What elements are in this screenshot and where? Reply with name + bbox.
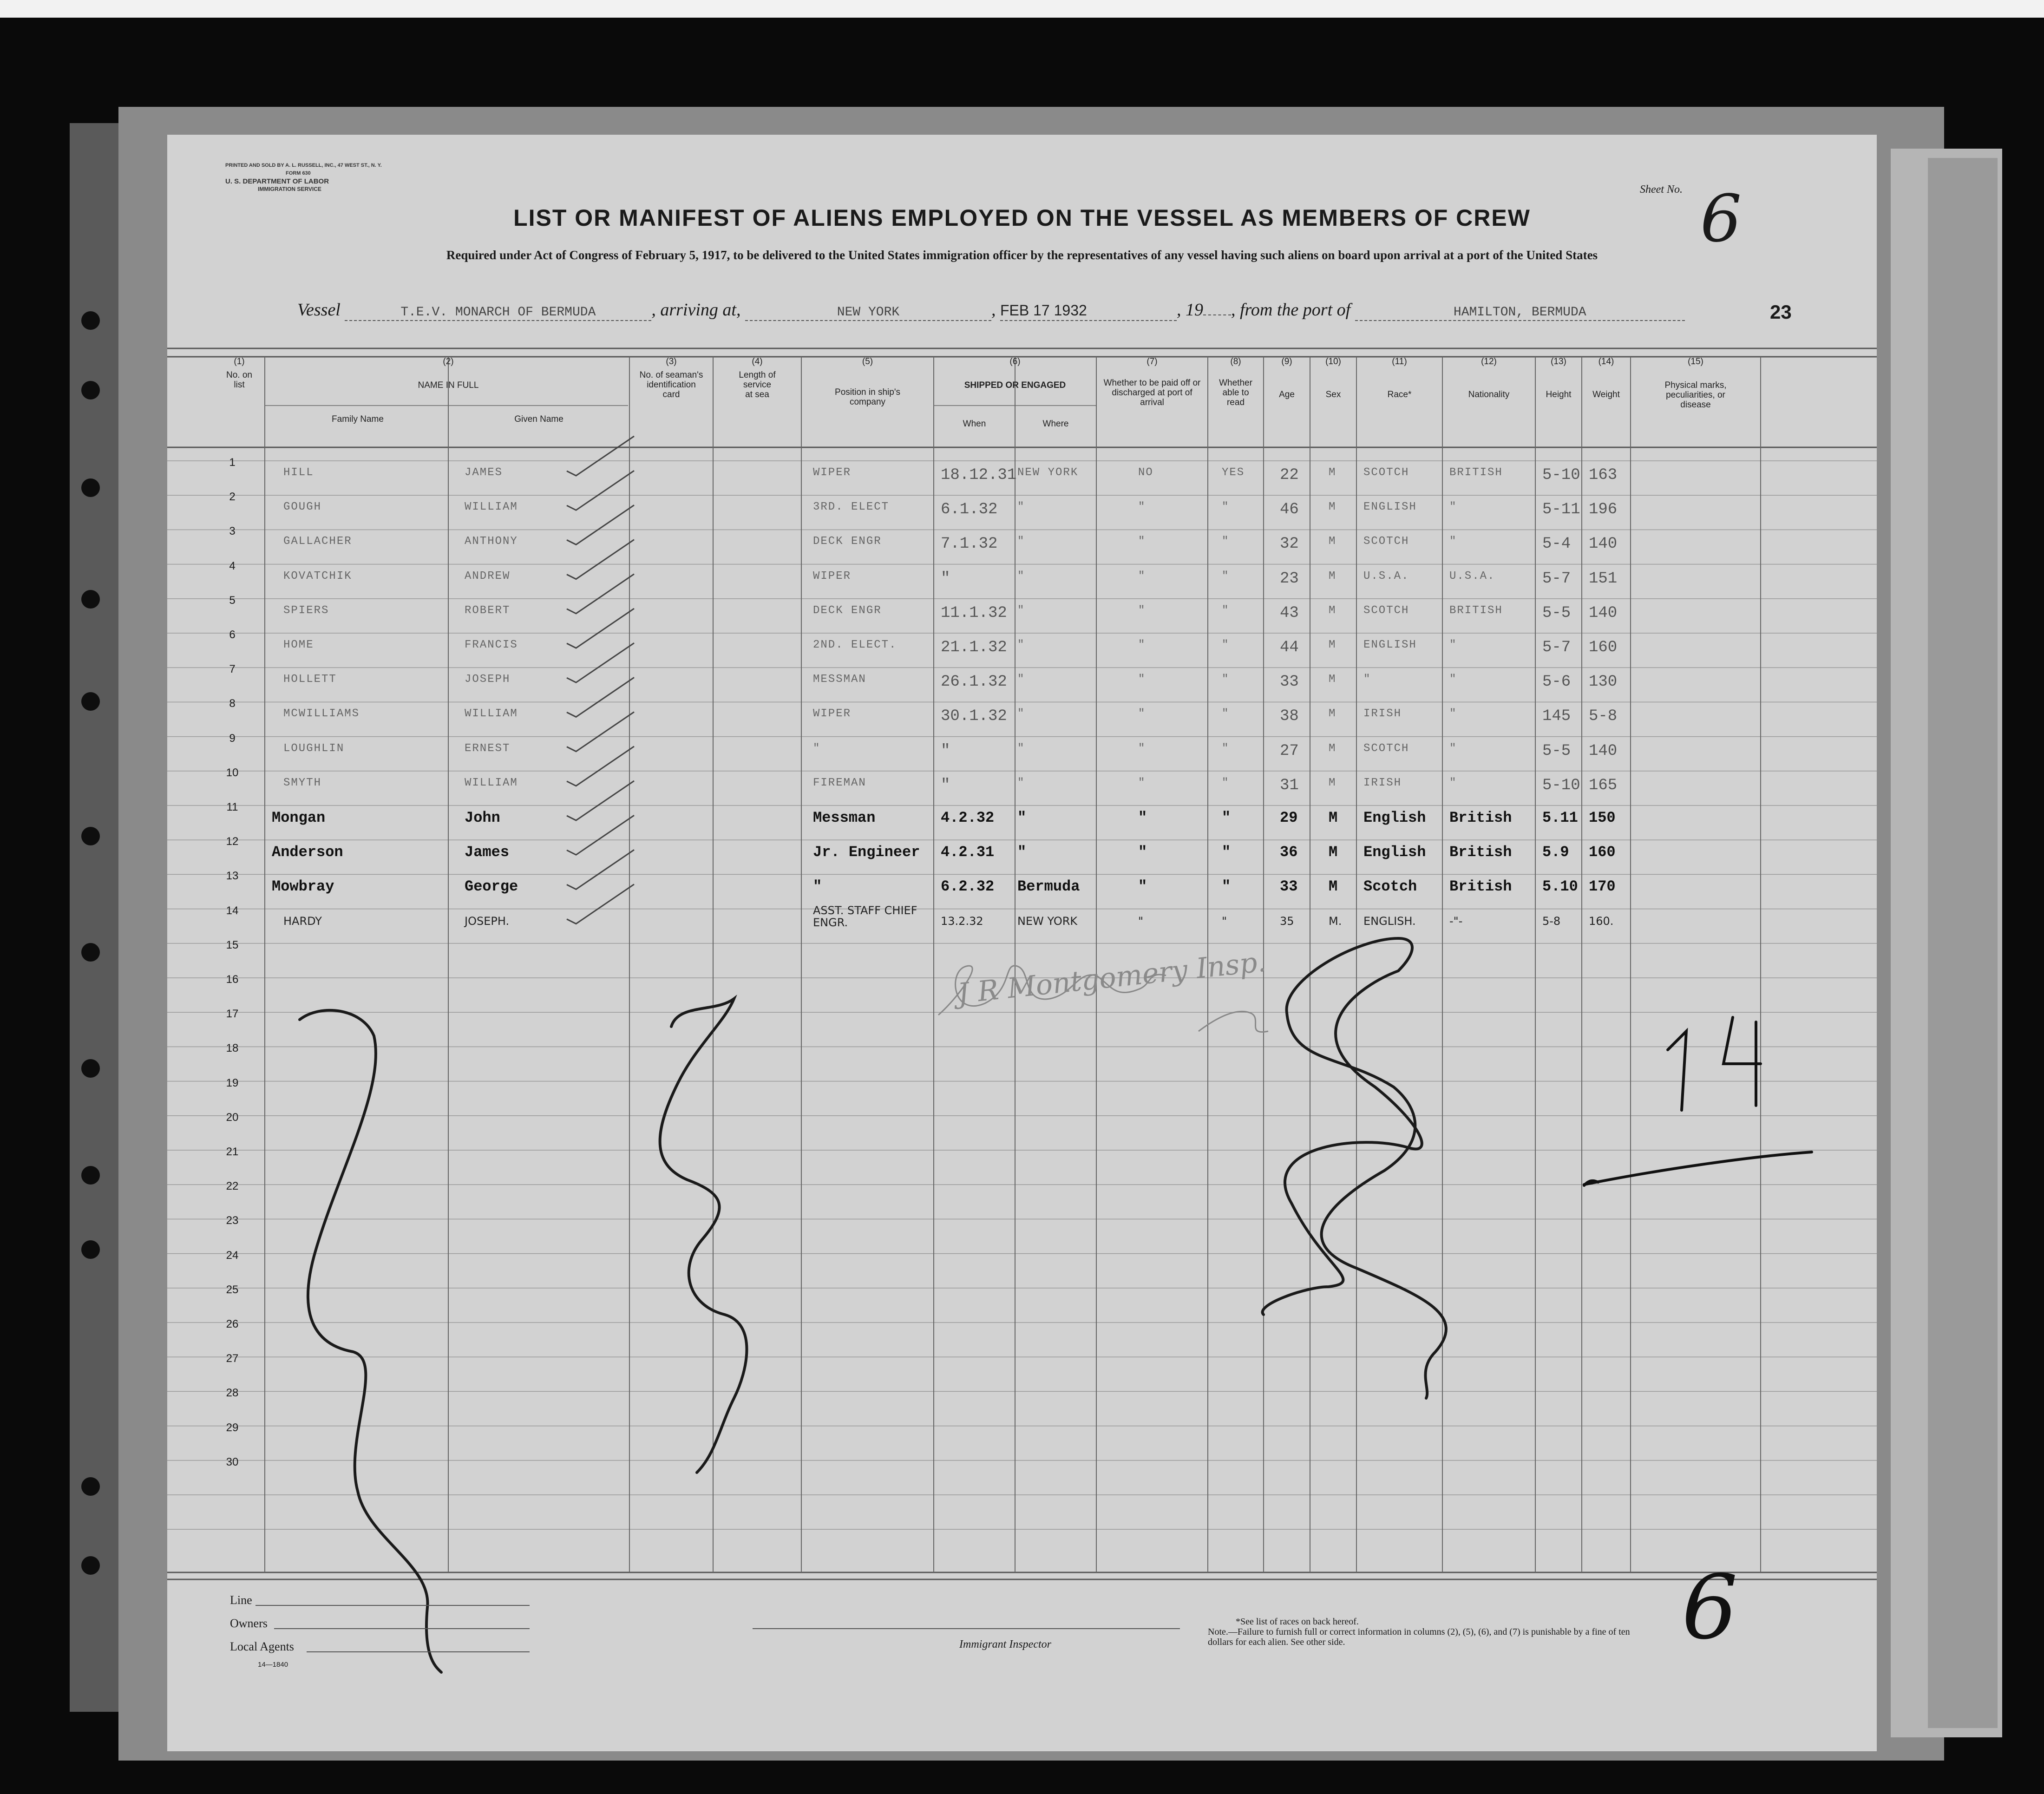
cell-position: WIPER — [813, 466, 852, 479]
row-number: 7 — [229, 663, 236, 676]
cell-paid: " — [1138, 809, 1147, 826]
cell-sex: M — [1329, 809, 1338, 826]
signature-annotation: J R Montgomery Insp. — [956, 945, 1268, 1010]
cell-position: WIPER — [813, 707, 852, 720]
col6-where-header: Where — [1042, 419, 1069, 429]
printer-imprint: PRINTED AND SOLD BY A. L. RUSSELL, INC., 47 WEST ST., N. Y. FORM 630 U. S. DEPARTMENT OF LABOR IMMIGRATION SERVICE — [225, 163, 382, 192]
cell-family: HOME — [283, 639, 314, 651]
col9-header: (9) Age — [1279, 357, 1295, 399]
row-number: 5 — [229, 594, 236, 607]
row-number: 27 — [226, 1352, 239, 1365]
binder-hole — [81, 1556, 100, 1575]
cell-height: 5-6 — [1542, 673, 1571, 691]
col7-header: (7) Whether to be paid off or discharged at port of arrival — [1103, 357, 1201, 407]
cell-family: Mowbray — [272, 878, 334, 896]
cell-weight: 160. — [1589, 914, 1614, 928]
cell-family: SPIERS — [283, 604, 329, 617]
cell-sex: M — [1329, 776, 1336, 789]
cell-race: IRISH — [1363, 707, 1402, 720]
binder-hole — [81, 943, 100, 962]
cell-race: ENGLISH — [1363, 501, 1417, 514]
row-number: 12 — [226, 835, 239, 848]
cell-where: " — [1017, 604, 1025, 617]
cell-sex: M — [1329, 466, 1336, 479]
cell-age: 29 — [1280, 809, 1298, 826]
form-subtitle: Required under Act of Congress of February 5, 1917, to be delivered to the United States immigration officer by the representatives of any vessel having such aliens on board upon arrival at a port of the United States — [446, 248, 1598, 262]
cell-nationality: " — [1449, 776, 1457, 789]
cell-read: " — [1222, 501, 1230, 514]
cell-age: 33 — [1280, 878, 1298, 896]
row-number: 3 — [229, 525, 236, 538]
cell-height: 5-10 — [1542, 466, 1580, 484]
cell-read: YES — [1222, 466, 1245, 479]
col15-header: (15) Physical marks, peculiarities, or disease — [1664, 357, 1727, 410]
cell-age: 35 — [1280, 914, 1294, 928]
cell-height: 5-8 — [1542, 914, 1561, 928]
cell-when: 6.1.32 — [941, 501, 998, 519]
row-number: 11 — [226, 801, 238, 813]
cell-sex: M — [1329, 844, 1338, 861]
cell-nationality: " — [1449, 501, 1457, 514]
cell-paid: " — [1138, 535, 1146, 548]
cell-position: ASST. STAFF CHIEF ENGR. — [813, 904, 917, 929]
row-number: 28 — [226, 1387, 239, 1400]
cell-height: 5-11 — [1542, 501, 1580, 519]
arriving-label: , arriving at, — [651, 300, 741, 320]
cell-read: " — [1222, 570, 1230, 583]
cell-height: 5.9 — [1542, 844, 1569, 861]
binder-hole — [81, 381, 100, 399]
sheet-number-bottom: 6 — [1682, 1556, 1738, 1659]
footer-owners-label: Owners — [230, 1617, 268, 1630]
col3-header: (3) No. of seaman's identification card — [639, 357, 703, 399]
cell-paid: " — [1138, 570, 1146, 583]
cell-paid: " — [1138, 501, 1146, 514]
cell-race: SCOTCH — [1363, 742, 1409, 755]
cell-read: " — [1222, 707, 1230, 720]
col8-header: (8) Whether able to read — [1219, 357, 1252, 407]
cell-weight: 5-8 — [1589, 707, 1618, 726]
row-number: 29 — [226, 1421, 239, 1434]
cell-weight: 170 — [1589, 878, 1616, 896]
cell-sex: M — [1329, 535, 1336, 548]
cell-given: George — [465, 878, 518, 896]
cell-where: " — [1017, 535, 1025, 548]
cell-race: IRISH — [1363, 776, 1402, 789]
cell-nationality: " — [1449, 639, 1457, 651]
cell-paid: " — [1138, 639, 1146, 651]
cell-when: 11.1.32 — [941, 604, 1007, 622]
cell-nationality: British — [1449, 844, 1512, 861]
cell-weight: 151 — [1589, 570, 1618, 588]
cell-given: ANTHONY — [465, 535, 518, 548]
binder-hole — [81, 590, 100, 609]
cell-family: HOLLETT — [283, 673, 337, 686]
cell-weight: 160 — [1589, 639, 1618, 656]
col2-header: (2) NAME IN FULL — [418, 357, 479, 390]
cell-given: JOSEPH. — [465, 914, 510, 928]
binder-hole — [81, 1059, 100, 1078]
cell-weight: 140 — [1589, 742, 1618, 760]
cell-race: Scotch — [1363, 878, 1417, 896]
form-code: 14—1840 — [258, 1661, 288, 1669]
cell-age: 36 — [1280, 844, 1298, 861]
cell-position: 2ND. ELECT. — [813, 639, 897, 651]
cell-age: 31 — [1280, 776, 1299, 794]
cell-position: MESSMAN — [813, 673, 866, 686]
cell-when: 13.2.32 — [941, 914, 983, 928]
cell-position: DECK ENGR — [813, 604, 882, 617]
cell-height: 5-5 — [1542, 742, 1571, 760]
cell-age: 38 — [1280, 707, 1299, 726]
cell-given: WILLIAM — [465, 501, 518, 514]
row-number: 14 — [226, 904, 239, 917]
row-number: 19 — [226, 1076, 239, 1089]
cell-when: " — [941, 776, 950, 794]
cell-where: NEW YORK — [1017, 466, 1079, 479]
cell-given: WILLIAM — [465, 707, 518, 720]
cell-read: " — [1222, 639, 1230, 651]
form-title: LIST OR MANIFEST OF ALIENS EMPLOYED ON THE VESSEL AS MEMBERS OF CREW — [513, 205, 1531, 231]
cell-paid: " — [1138, 604, 1146, 617]
cell-nationality: British — [1449, 809, 1512, 826]
cell-family: GOUGH — [283, 501, 322, 514]
row-number: 9 — [229, 732, 236, 745]
cell-weight: 165 — [1589, 776, 1618, 794]
cell-race: " — [1363, 673, 1371, 686]
cell-position: " — [813, 742, 821, 755]
cell-age: 46 — [1280, 501, 1299, 519]
row-number: 10 — [226, 766, 239, 779]
cell-race: ENGLISH. — [1363, 914, 1416, 928]
col10-header: (10) Sex — [1325, 357, 1341, 399]
cell-read: " — [1222, 535, 1230, 548]
cell-family: Mongan — [272, 809, 326, 826]
cell-paid: " — [1138, 878, 1147, 896]
cell-when: 4.2.32 — [941, 809, 995, 826]
sheet-number-label: Sheet No. — [1640, 183, 1683, 196]
page-number: 23 — [1770, 301, 1792, 323]
cell-paid: NO — [1138, 466, 1153, 479]
cell-paid: " — [1138, 742, 1146, 755]
cell-nationality: British — [1449, 878, 1512, 896]
page-edges-inner — [1928, 158, 1998, 1728]
cell-race: ENGLISH — [1363, 639, 1417, 651]
cell-where: " — [1017, 809, 1027, 826]
binder-hole — [81, 692, 100, 711]
cell-given: JOSEPH — [465, 673, 511, 686]
cell-when: 7.1.32 — [941, 535, 998, 553]
cell-sex: M — [1329, 570, 1336, 583]
cell-when: 6.2.32 — [941, 878, 995, 896]
cell-family: GALLACHER — [283, 535, 352, 548]
cell-sex: M. — [1329, 914, 1342, 928]
cell-age: 32 — [1280, 535, 1299, 553]
col1-header: (1) No. on list — [226, 357, 252, 390]
cell-age: 43 — [1280, 604, 1299, 622]
cell-nationality: BRITISH — [1449, 604, 1503, 617]
cell-given: JAMES — [465, 466, 503, 479]
cancel-scribbles — [167, 135, 1877, 1751]
cell-where: " — [1017, 501, 1025, 514]
binder-hole — [81, 1166, 100, 1185]
footer-agents-label: Local Agents — [230, 1640, 294, 1653]
cell-height: 5-4 — [1542, 535, 1571, 553]
cell-weight: 150 — [1589, 809, 1616, 826]
binder-hole — [81, 478, 100, 497]
binder-hole — [81, 827, 100, 845]
cell-position: FIREMAN — [813, 776, 866, 789]
cell-family: LOUGHLIN — [283, 742, 345, 755]
row-number: 2 — [229, 491, 236, 504]
cell-family: HARDY — [283, 914, 322, 928]
cell-family: HILL — [283, 466, 314, 479]
cell-given: WILLIAM — [465, 776, 518, 789]
cell-race: SCOTCH — [1363, 466, 1409, 479]
col6-header: (6) SHIPPED OR ENGAGED — [964, 357, 1066, 390]
cell-height: 5-5 — [1542, 604, 1571, 622]
cell-nationality: " — [1449, 673, 1457, 686]
col5-header: (5) Position in ship's company — [835, 357, 900, 407]
cell-read: " — [1222, 604, 1230, 617]
vessel-line: Vessel T.E.V. MONARCH OF BERMUDA , arriving at, NEW YORK , FEB 17 1932 , 19 , from the port of HAMILTON, BERMUDA — [297, 300, 1685, 321]
binder-hole — [81, 1477, 100, 1496]
cell-position: " — [813, 878, 822, 896]
row-number: 17 — [226, 1008, 239, 1021]
row-number: 22 — [226, 1180, 239, 1193]
cell-where: Bermuda — [1017, 878, 1080, 896]
footer-line-label: Line — [230, 1593, 252, 1607]
row-number: 8 — [229, 697, 236, 710]
cell-paid: " — [1138, 844, 1147, 861]
cell-family: KOVATCHIK — [283, 570, 352, 583]
row-number: 21 — [226, 1146, 239, 1158]
footer-agents-rule — [307, 1651, 530, 1652]
cell-weight: 140 — [1589, 535, 1618, 553]
row-number: 6 — [229, 629, 236, 641]
row-number: 26 — [226, 1318, 239, 1330]
cell-sex: M — [1329, 639, 1336, 651]
row-number: 18 — [226, 1042, 239, 1055]
cell-race: U.S.A. — [1363, 570, 1409, 583]
cell-where: " — [1017, 673, 1025, 686]
vessel-name: T.E.V. MONARCH OF BERMUDA — [400, 305, 596, 320]
cell-height: 5-7 — [1542, 570, 1571, 588]
cell-race: English — [1363, 844, 1426, 861]
cell-age: 22 — [1280, 466, 1299, 484]
cell-sex: M — [1329, 604, 1336, 617]
cell-when: 26.1.32 — [941, 673, 1007, 691]
cell-weight: 140 — [1589, 604, 1618, 622]
cell-when: 4.2.31 — [941, 844, 995, 861]
cell-family: Anderson — [272, 844, 343, 861]
cell-weight: 196 — [1589, 501, 1618, 519]
cell-sex: M — [1329, 501, 1336, 514]
cell-nationality: BRITISH — [1449, 466, 1503, 479]
cell-family: SMYTH — [283, 776, 322, 789]
row-number: 20 — [226, 1111, 239, 1124]
cell-age: 27 — [1280, 742, 1299, 760]
cell-position: Jr. Engineer — [813, 844, 920, 861]
cell-position: WIPER — [813, 570, 852, 583]
row-number: 16 — [226, 973, 239, 986]
footer-note: *See list of races on back hereof. Note.—Failure to furnish full or correct information in columns (2), (5), (6), and (7) is punishable by a fine of ten dollars for each alien. See other side. — [1208, 1617, 1630, 1647]
folder-edge — [0, 0, 2044, 18]
cell-weight: 130 — [1589, 673, 1618, 691]
cell-nationality: U.S.A. — [1449, 570, 1495, 583]
cell-when: " — [941, 742, 950, 760]
col2-family-header: Family Name — [332, 414, 384, 424]
cell-where: NEW YORK — [1017, 914, 1078, 928]
cell-where: " — [1017, 639, 1025, 651]
cell-read: " — [1222, 844, 1231, 861]
row-number: 4 — [229, 559, 236, 572]
binder-hole — [81, 311, 100, 330]
cell-race: SCOTCH — [1363, 604, 1409, 617]
row-number: 25 — [226, 1283, 239, 1296]
row-number: 30 — [226, 1455, 239, 1468]
footer-line-rule — [256, 1605, 530, 1606]
cell-given: ERNEST — [465, 742, 511, 755]
cell-position: Messman — [813, 809, 876, 826]
binder-hole — [81, 1240, 100, 1259]
cell-where: " — [1017, 776, 1025, 789]
cell-sex: M — [1329, 878, 1338, 896]
row-number: 1 — [229, 456, 236, 469]
col11-header: (11) Race* — [1387, 357, 1412, 399]
cell-nationality: -"- — [1449, 914, 1463, 928]
col13-header: (13) Height — [1546, 357, 1572, 399]
cell-paid: " — [1138, 707, 1146, 720]
cell-weight: 160 — [1589, 844, 1616, 861]
cell-position: DECK ENGR — [813, 535, 882, 548]
cell-nationality: " — [1449, 535, 1457, 548]
cell-given: John — [465, 809, 500, 826]
col4-header: (4) Length of service at sea — [739, 357, 776, 399]
cell-race: SCOTCH — [1363, 535, 1409, 548]
cell-height: 5-7 — [1542, 639, 1571, 656]
cell-paid: " — [1138, 673, 1146, 686]
date-stamp: FEB 17 1932 — [1000, 302, 1087, 319]
cell-where: " — [1017, 570, 1025, 583]
cell-position: 3RD. ELECT — [813, 501, 890, 514]
cell-read: " — [1222, 673, 1230, 686]
vessel-label: Vessel — [297, 300, 341, 320]
arriving-port: NEW YORK — [837, 305, 900, 320]
cell-given: ROBERT — [465, 604, 511, 617]
cell-where: " — [1017, 707, 1025, 720]
footer-owners-rule — [274, 1628, 530, 1629]
year-prefix: , 19 — [1177, 300, 1203, 320]
cell-read: " — [1222, 809, 1231, 826]
cell-family: MCWILLIAMS — [283, 707, 360, 720]
inspector-signature-rule — [753, 1628, 1180, 1629]
cell-nationality: " — [1449, 707, 1457, 720]
from-port: HAMILTON, BERMUDA — [1453, 305, 1586, 320]
manifest-sheet — [167, 135, 1877, 1751]
col12-header: (12) Nationality — [1468, 357, 1510, 399]
row-number: 23 — [226, 1214, 239, 1227]
cell-height: 5-10 — [1542, 776, 1580, 794]
cell-given: James — [465, 844, 510, 861]
cell-height: 5.10 — [1542, 878, 1578, 896]
cell-given: FRANCIS — [465, 639, 518, 651]
row-number: 24 — [226, 1249, 239, 1262]
cell-read: " — [1222, 776, 1230, 789]
col6-when-header: When — [963, 419, 986, 429]
cell-read: " — [1222, 878, 1231, 896]
cell-age: 23 — [1280, 570, 1299, 588]
row-number: 15 — [226, 938, 239, 951]
from-label: , from the port of — [1231, 300, 1351, 320]
inspector-label: Immigrant Inspector — [959, 1638, 1051, 1650]
cell-sex: M — [1329, 742, 1336, 755]
cell-when: " — [941, 570, 950, 588]
cell-read: " — [1222, 742, 1230, 755]
cell-sex: M — [1329, 707, 1336, 720]
row-number: 13 — [226, 870, 239, 883]
cell-where: " — [1017, 844, 1027, 861]
cell-race: English — [1363, 809, 1426, 826]
cell-sex: M — [1329, 673, 1336, 686]
sheet-number: 6 — [1700, 181, 1742, 257]
cell-weight: 163 — [1589, 466, 1618, 484]
cell-height: 5.11 — [1542, 809, 1578, 826]
cell-read: " — [1222, 914, 1227, 928]
cell-when: 21.1.32 — [941, 639, 1007, 656]
cell-height: 145 — [1542, 707, 1571, 726]
col14-header: (14) Weight — [1592, 357, 1620, 399]
cell-age: 44 — [1280, 639, 1299, 656]
cell-age: 33 — [1280, 673, 1299, 691]
col2-given-header: Given Name — [514, 414, 563, 424]
cell-nationality: " — [1449, 742, 1457, 755]
cell-paid: " — [1138, 914, 1144, 928]
cell-where: " — [1017, 742, 1025, 755]
cell-when: 30.1.32 — [941, 707, 1007, 726]
cell-given: ANDREW — [465, 570, 511, 583]
cell-paid: " — [1138, 776, 1146, 789]
cell-when: 18.12.31 — [941, 466, 1017, 484]
